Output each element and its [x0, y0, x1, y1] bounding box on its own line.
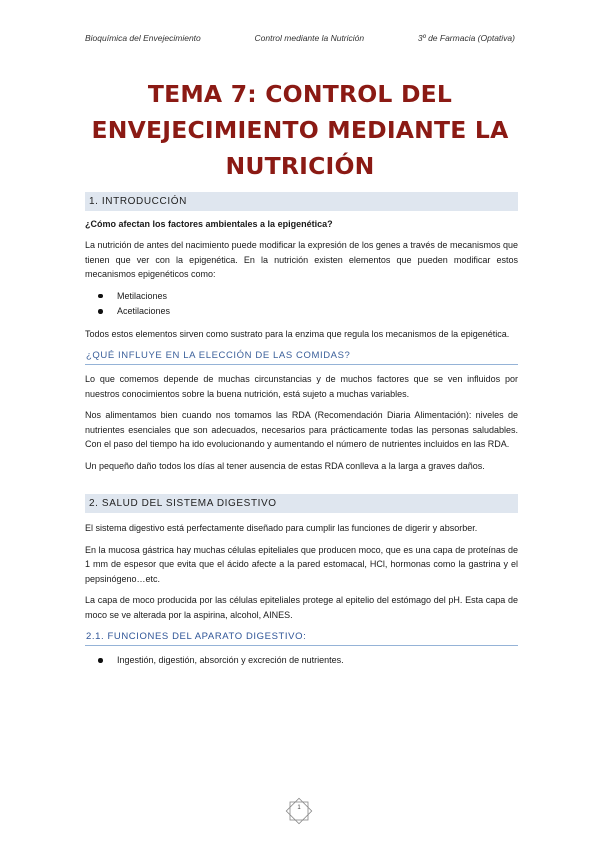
subsection-heading-funciones: 2.1. FUNCIONES DEL APARATO DIGESTIVO: [85, 629, 518, 646]
header-subject: Bioquímica del Envejecimiento [85, 33, 201, 43]
page-number-ornament [284, 796, 314, 826]
intro-paragraph-1: La nutrición de antes del nacimiento puede modificar la expresión de los genes a través de mecanismos que tienen que ver con la epigenética. En la nutrición existen elementos que pueden modificar estos mecanismos epigenéticos como: [85, 240, 518, 279]
subsection-heading-comidas: ¿QUÉ INFLUYE EN LA ELECCIÓN DE LAS COMIDAS? [85, 348, 518, 365]
funciones-bullet-list [85, 653, 518, 669]
comidas-paragraph-3: Un pequeño daño todos los días al tener ausencia de estas RDA conlleva a la larga a graves daños. [85, 460, 485, 471]
intro-question: ¿Cómo afectan los factores ambientales a la epigenética? [85, 219, 333, 229]
title-line-2: ENVEJECIMIENTO MEDIANTE LA [91, 116, 509, 144]
page-number: 1 [297, 805, 301, 811]
list-item: Metilaciones [117, 289, 518, 305]
comidas-paragraph-2: Nos alimentamos bien cuando nos tomamos las RDA (Recomendación Diaria Alimentación): niveles de nutrientes esenciales que son adecuados, necesarios para prácticamente todas las personas saludables. Con el paso del tiempo ha ido evolucionando y aumentando el número de nutrientes incluidos en las RDA. [85, 410, 518, 449]
header-course: 3º de Farmacia (Optativa) [417, 33, 515, 43]
header-topic: Control mediante la Nutrición [254, 33, 365, 43]
list-item: Acetilaciones [117, 304, 518, 320]
intro-paragraph-2: Todos estos elementos sirven como sustrato para la enzima que regula los mecanismos de la epigenética. [85, 328, 510, 339]
page-title [60, 76, 540, 184]
digestivo-paragraph-1: El sistema digestivo está perfectamente diseñado para cumplir las funciones de digerir y absorber. [85, 523, 478, 533]
title-line-3: NUTRICIÓN [225, 152, 375, 180]
title-line-1: TEMA 7: CONTROL DEL [147, 80, 453, 108]
document-body [85, 192, 518, 676]
digestivo-paragraph-2: En la mucosa gástrica hay muchas células epiteliales que producen moco, que es una capa de proteínas de 1 mm de espesor que evita que el ácido afecte a la pared estomacal, HCl, hormonas como la gastrina y el pepsinógeno…etc. [85, 544, 518, 584]
section-heading-digestivo: 2. SALUD DEL SISTEMA DIGESTIVO [85, 494, 518, 513]
page-header [85, 33, 515, 43]
comidas-paragraph-1: Lo que comemos depende de muchas circunstancias y de muchos factores que se ven influidos por nuestros conocimientos sobre la buena nutrición, está sujeto a muchas variables. [85, 374, 518, 399]
intro-bullet-list [85, 289, 518, 320]
section-heading-introduccion: 1. INTRODUCCIÓN [85, 192, 518, 211]
digestivo-paragraph-3: La capa de moco producida por las células epiteliales protege al epitelio del estómago del pH. Esta capa de moco se ve alterada por la aspirina, alcohol, AINES. [85, 595, 518, 620]
ornament-icon [284, 796, 314, 826]
list-item: Ingestión, digestión, absorción y excreción de nutrientes. [117, 653, 518, 669]
